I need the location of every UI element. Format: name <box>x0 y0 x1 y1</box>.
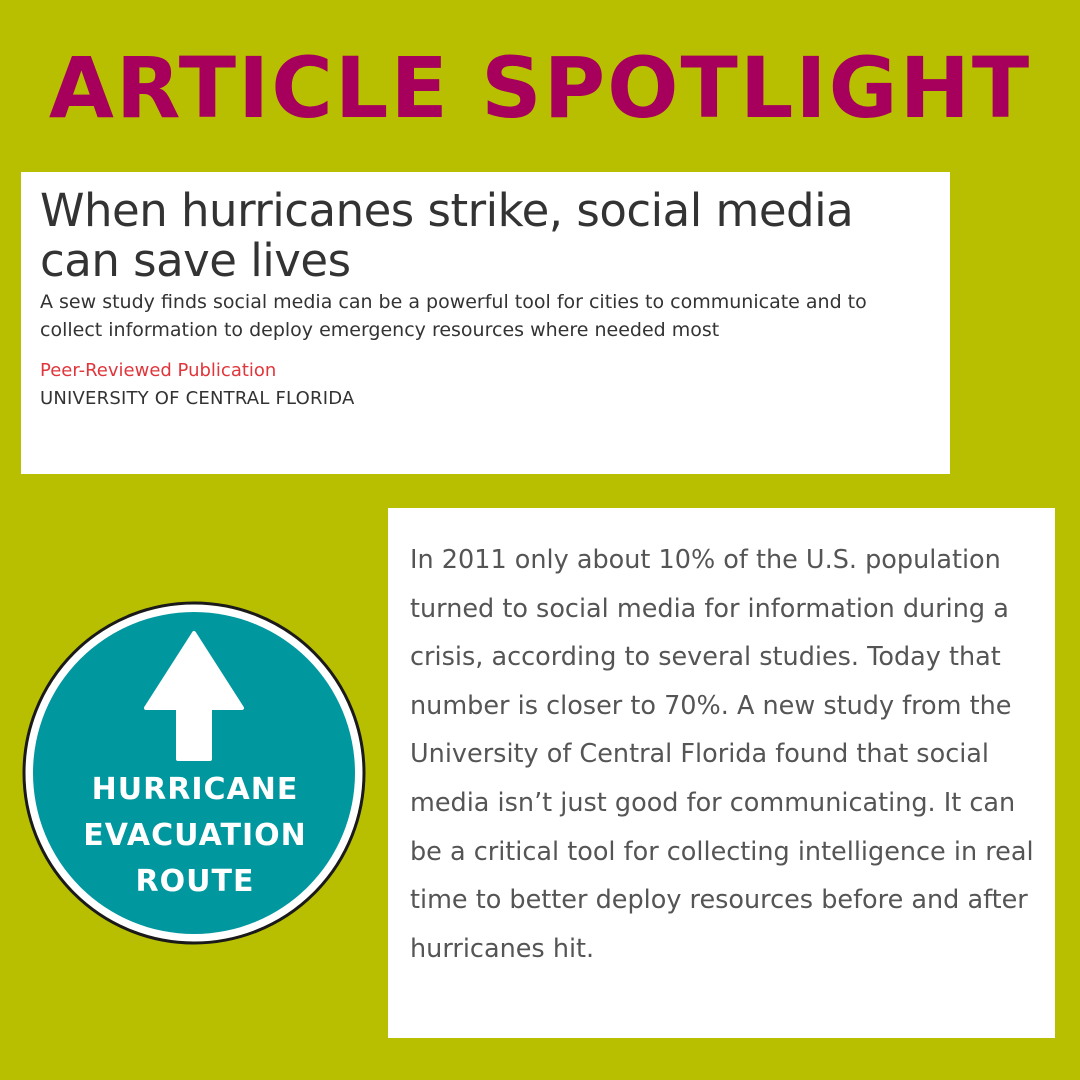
publication-type-label: Peer-Reviewed Publication <box>40 360 277 381</box>
sign-line-2: EVACUATION <box>83 818 307 853</box>
institution-label: UNIVERSITY OF CENTRAL FLORIDA <box>40 388 355 409</box>
article-header-card <box>21 172 950 474</box>
sign-line-1: HURRICANE <box>91 772 299 807</box>
page-title: ARTICLE SPOTLIGHT <box>48 39 1032 137</box>
article-headline: When hurricanes strike, social media can save lives <box>40 184 854 287</box>
article-subhead: A sew study finds social media can be a powerful tool for cities to communicate and to collect information to deploy emergency resources where needed most <box>40 291 867 341</box>
sign-line-3: ROUTE <box>135 864 255 899</box>
excerpt-text: In 2011 only about 10% of the U.S. population turned to social media for information during a crisis, according to several studies. Today that number is closer to 70%. A new study from the University of Central Florida found that social media isn’t just good for communicating. It can be a critical tool for collecting intelligence in real time to better deploy resources before and after hurricanes hit. <box>410 545 1034 964</box>
evacuation-route-sign <box>22 601 366 945</box>
article-excerpt-card <box>388 508 1055 1038</box>
